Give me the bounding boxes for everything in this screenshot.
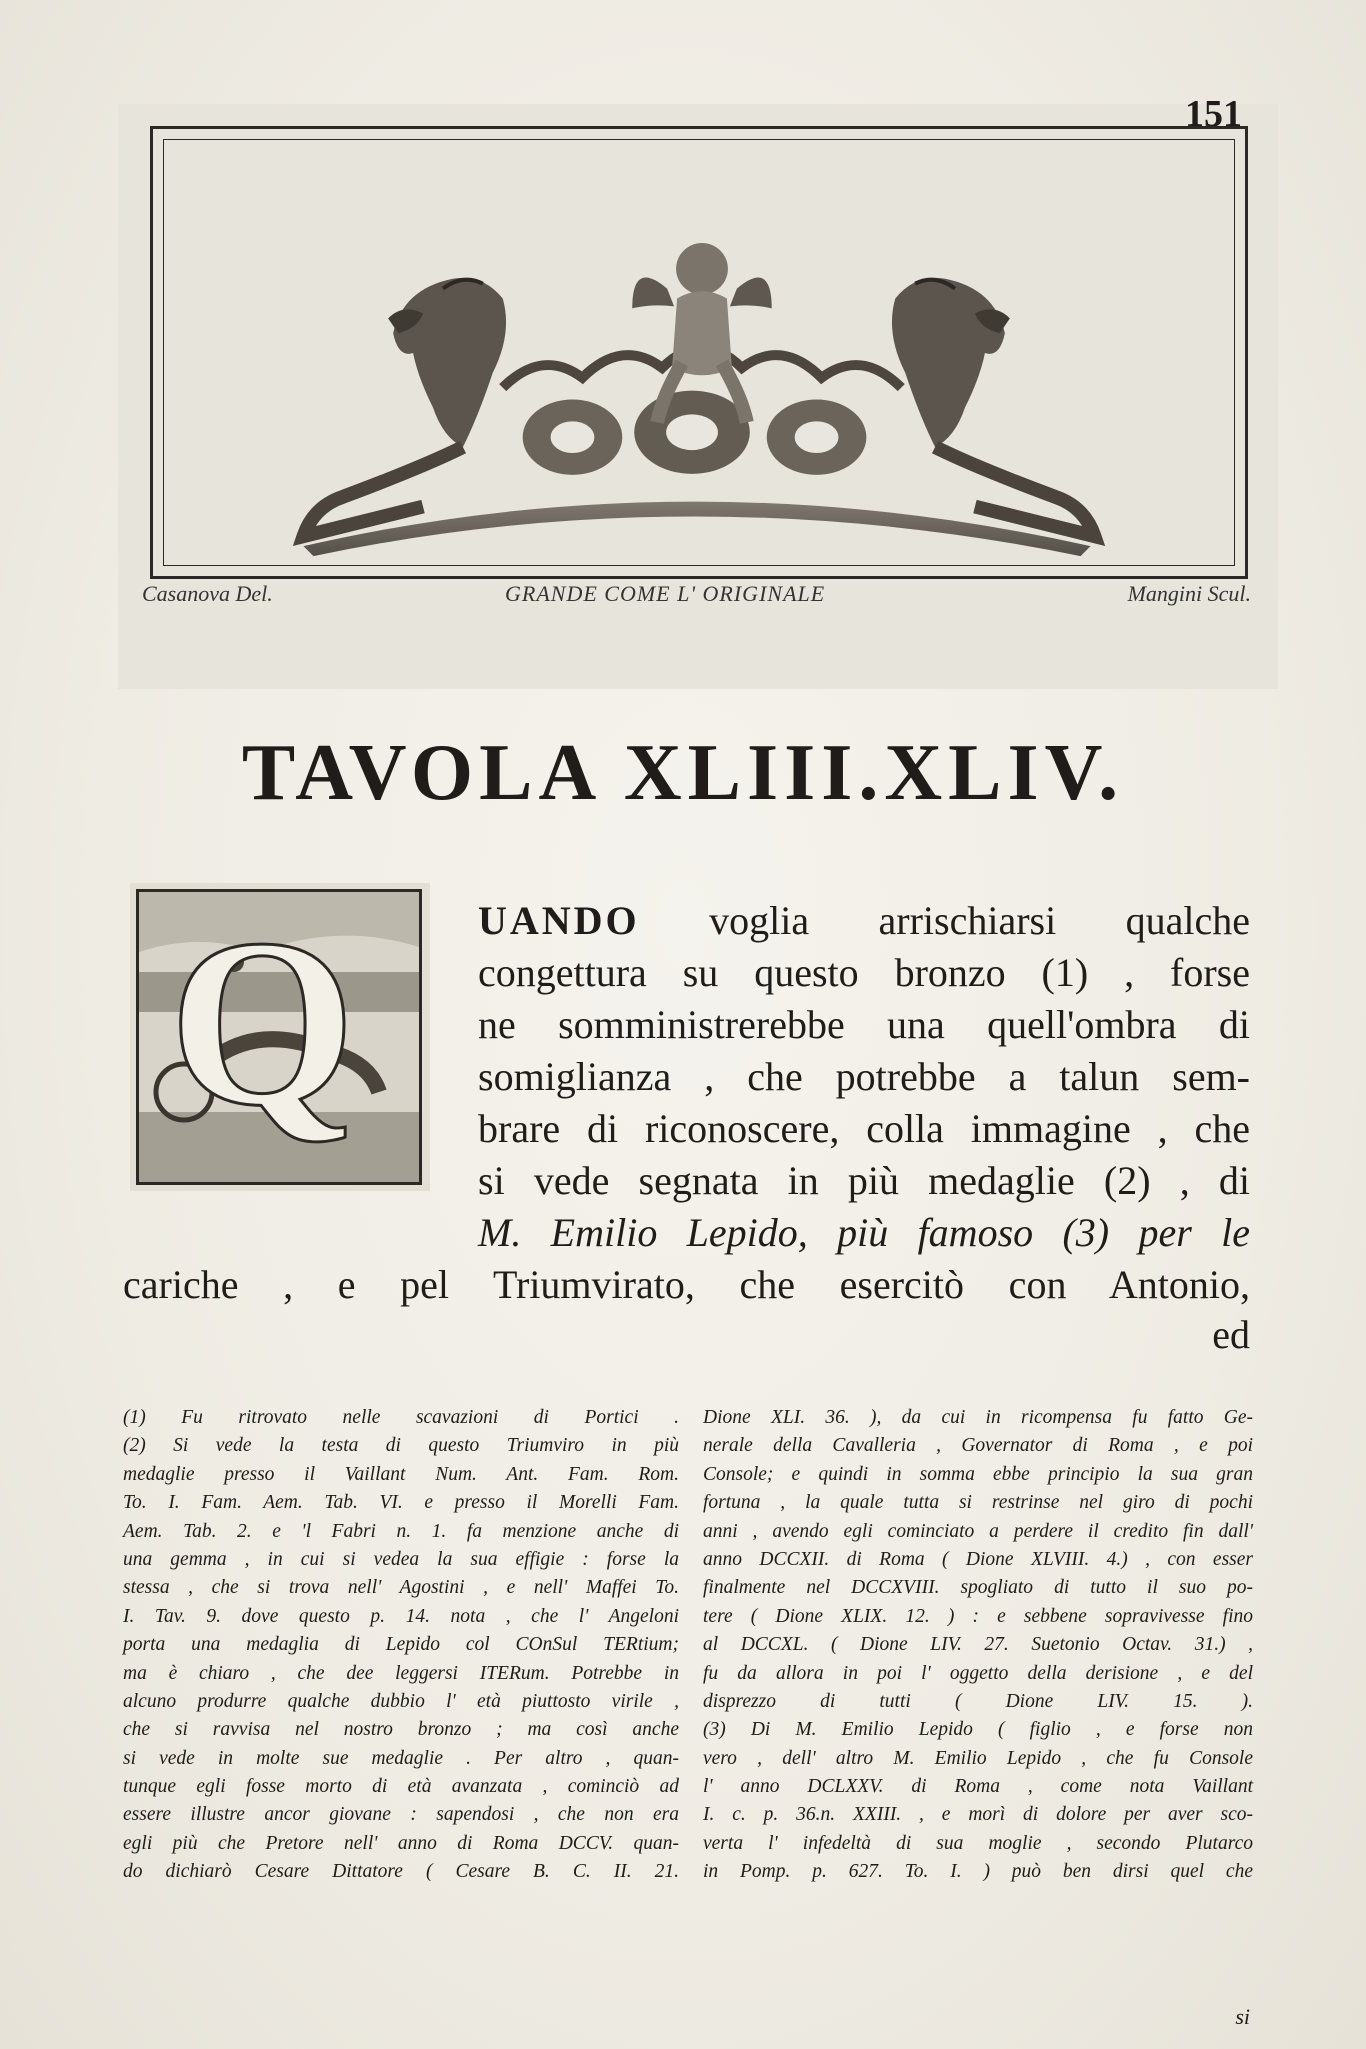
footnote-line: anno DCCXII. di Roma ( Dione XLVIII. 4.) , con esser xyxy=(703,1548,1253,1570)
footnote-line: si vede in molte sue medaglie . Per altro , quan- xyxy=(123,1747,679,1769)
paragraph-line-5: brare di riconoscere, colla immagine , che xyxy=(478,1106,1250,1151)
decorated-initial xyxy=(130,883,430,1191)
catchword: si xyxy=(1235,2004,1250,2029)
initial-frame xyxy=(136,889,422,1185)
paragraph-line-8: cariche , e pel Triumvirato, che esercitò con Antonio, xyxy=(123,1262,1250,1307)
footnote-line: al DCCXL. ( Dione LIV. 27. Suetonio Octav. 31.) , xyxy=(703,1634,1253,1656)
paragraph-line-4: somiglianza , che potrebbe a talun sem- xyxy=(478,1054,1250,1099)
footnote-line: alcuno produrre qualche dubbio l' età piuttosto virile , xyxy=(123,1690,679,1712)
footnote-line: in Pomp. p. 627. To. I. ) può ben dirsi quel che xyxy=(703,1861,1253,1883)
footnote-line: stessa , che si trova nell' Agostini , e nell' Maffei To. xyxy=(123,1577,679,1599)
footnote-line: tere ( Dione XLIX. 12. ) : e sebbene sopravivesse fino xyxy=(703,1605,1253,1627)
footnote-line: essere illustre ancor giovane : sapendosi , che non era xyxy=(123,1804,679,1826)
footnote-line: (1) Fu ritrovato nelle scavazioni di Portici . xyxy=(123,1407,679,1428)
footnote-line: anni , avendo egli cominciato a perdere il credito fin dall' xyxy=(703,1520,1253,1542)
footnote-line: tunque egli fosse morto di età avanzata , cominciò ad xyxy=(123,1776,679,1798)
footnote-line: Console; e quindi in somma ebbe principio la sua gran xyxy=(703,1463,1253,1485)
footnote-line: egli più che Pretore nell' anno di Roma DCCV. quan- xyxy=(123,1832,679,1854)
footnote-line: Aem. Tab. 2. e 'l Fabri n. 1. fa menzione anche di xyxy=(123,1520,679,1542)
footnote-line: medaglie presso il Vaillant Num. Ant. Fam. Rom. xyxy=(123,1463,679,1485)
paragraph-line-7: M. Emilio Lepido, più famoso (3) per le xyxy=(478,1210,1250,1255)
footnote-line: fortuna , la quale tutta si restrinse nel giro di pochi xyxy=(703,1492,1253,1514)
footnote-line: finalmente nel DCCXVIII. spogliato di tutto il suo po- xyxy=(703,1577,1253,1599)
paragraph-line-2: congettura su questo bronzo (1) , forse xyxy=(478,950,1250,995)
plate-credit-draftsman: Casanova Del. xyxy=(142,581,273,606)
opening-word: UANDO xyxy=(478,898,640,943)
plate-credit-scale: GRANDE COME L' ORIGINALE xyxy=(505,581,826,606)
paragraph-continuation xyxy=(123,1259,1250,1311)
footnote-line: To. I. Fam. Aem. Tab. VI. e presso il Morelli Fam. xyxy=(123,1492,679,1514)
footnote-line: I. c. p. 36.n. XXIII. , e morì di dolore per aver sco- xyxy=(703,1804,1253,1826)
footnote-line: disprezzo di tutti ( Dione LIV. 15. ). xyxy=(703,1690,1253,1712)
footnote-line: una gemma , in cui si vedea la sua effigie : forse la xyxy=(123,1548,679,1570)
footnote-line: do dichiarò Cesare Dittatore ( Cesare B. C. II. 21. xyxy=(123,1861,679,1883)
footnote-line: (2) Si vede la testa di questo Triumviro in più xyxy=(123,1435,679,1457)
engraving-plate xyxy=(150,126,1248,579)
footnote-line: verta l' infedeltà di sua moglie , secondo Plutarco xyxy=(703,1832,1253,1854)
page-number: 151 xyxy=(1185,93,1242,135)
paragraph-line-9: ed xyxy=(1212,1312,1250,1357)
footnote-line: ma è chiaro , che dee leggersi ITERum. Potrebbe in xyxy=(123,1662,679,1684)
footnote-line: nerale della Cavalleria , Governator di Roma , e poi xyxy=(703,1435,1253,1457)
paragraph-line-6: si vede segnata in più medaglie (2) , di xyxy=(478,1158,1250,1203)
paragraph-line-3: ne somministrerebbe una quell'ombra di xyxy=(478,1002,1250,1047)
footnote-line: che si ravvisa nel nostro bronzo ; ma così anche xyxy=(123,1719,679,1741)
footnotes-right-column xyxy=(703,1404,1253,1887)
footnote-line: l' anno DCLXXV. di Roma , come nota Vaillant xyxy=(703,1776,1253,1798)
initial-letter: Q xyxy=(169,889,356,1155)
footnote-line: I. Tav. 9. dove questo p. 14. nota , che l' Angeloni xyxy=(123,1605,679,1627)
paragraph-line-1: UANDO voglia arrischiarsi qualche xyxy=(478,898,1250,943)
page-title: TAVOLA XLIII.XLIV. xyxy=(241,729,1125,817)
putto-seahorses-engraving xyxy=(164,140,1234,565)
footnote-line: vero , dell' altro M. Emilio Lepido , che fu Console xyxy=(703,1747,1253,1769)
footnote-line: fu da allora in poi l' oggetto della derisione , e del xyxy=(703,1662,1253,1684)
footnote-line: porta una medaglia di Lepido col COnSul TERtium; xyxy=(123,1634,679,1656)
plate-inner-frame xyxy=(163,139,1235,566)
plate-credit-engraver: Mangini Scul. xyxy=(1127,581,1251,606)
footnotes-left-column xyxy=(123,1404,679,1887)
footnote-line: (3) Di M. Emilio Lepido ( figlio , e forse non xyxy=(703,1719,1253,1741)
footnote-line: Dione XLI. 36. ), da cui in ricompensa fu fatto Ge- xyxy=(703,1407,1253,1428)
paragraph-block xyxy=(478,895,1250,1259)
